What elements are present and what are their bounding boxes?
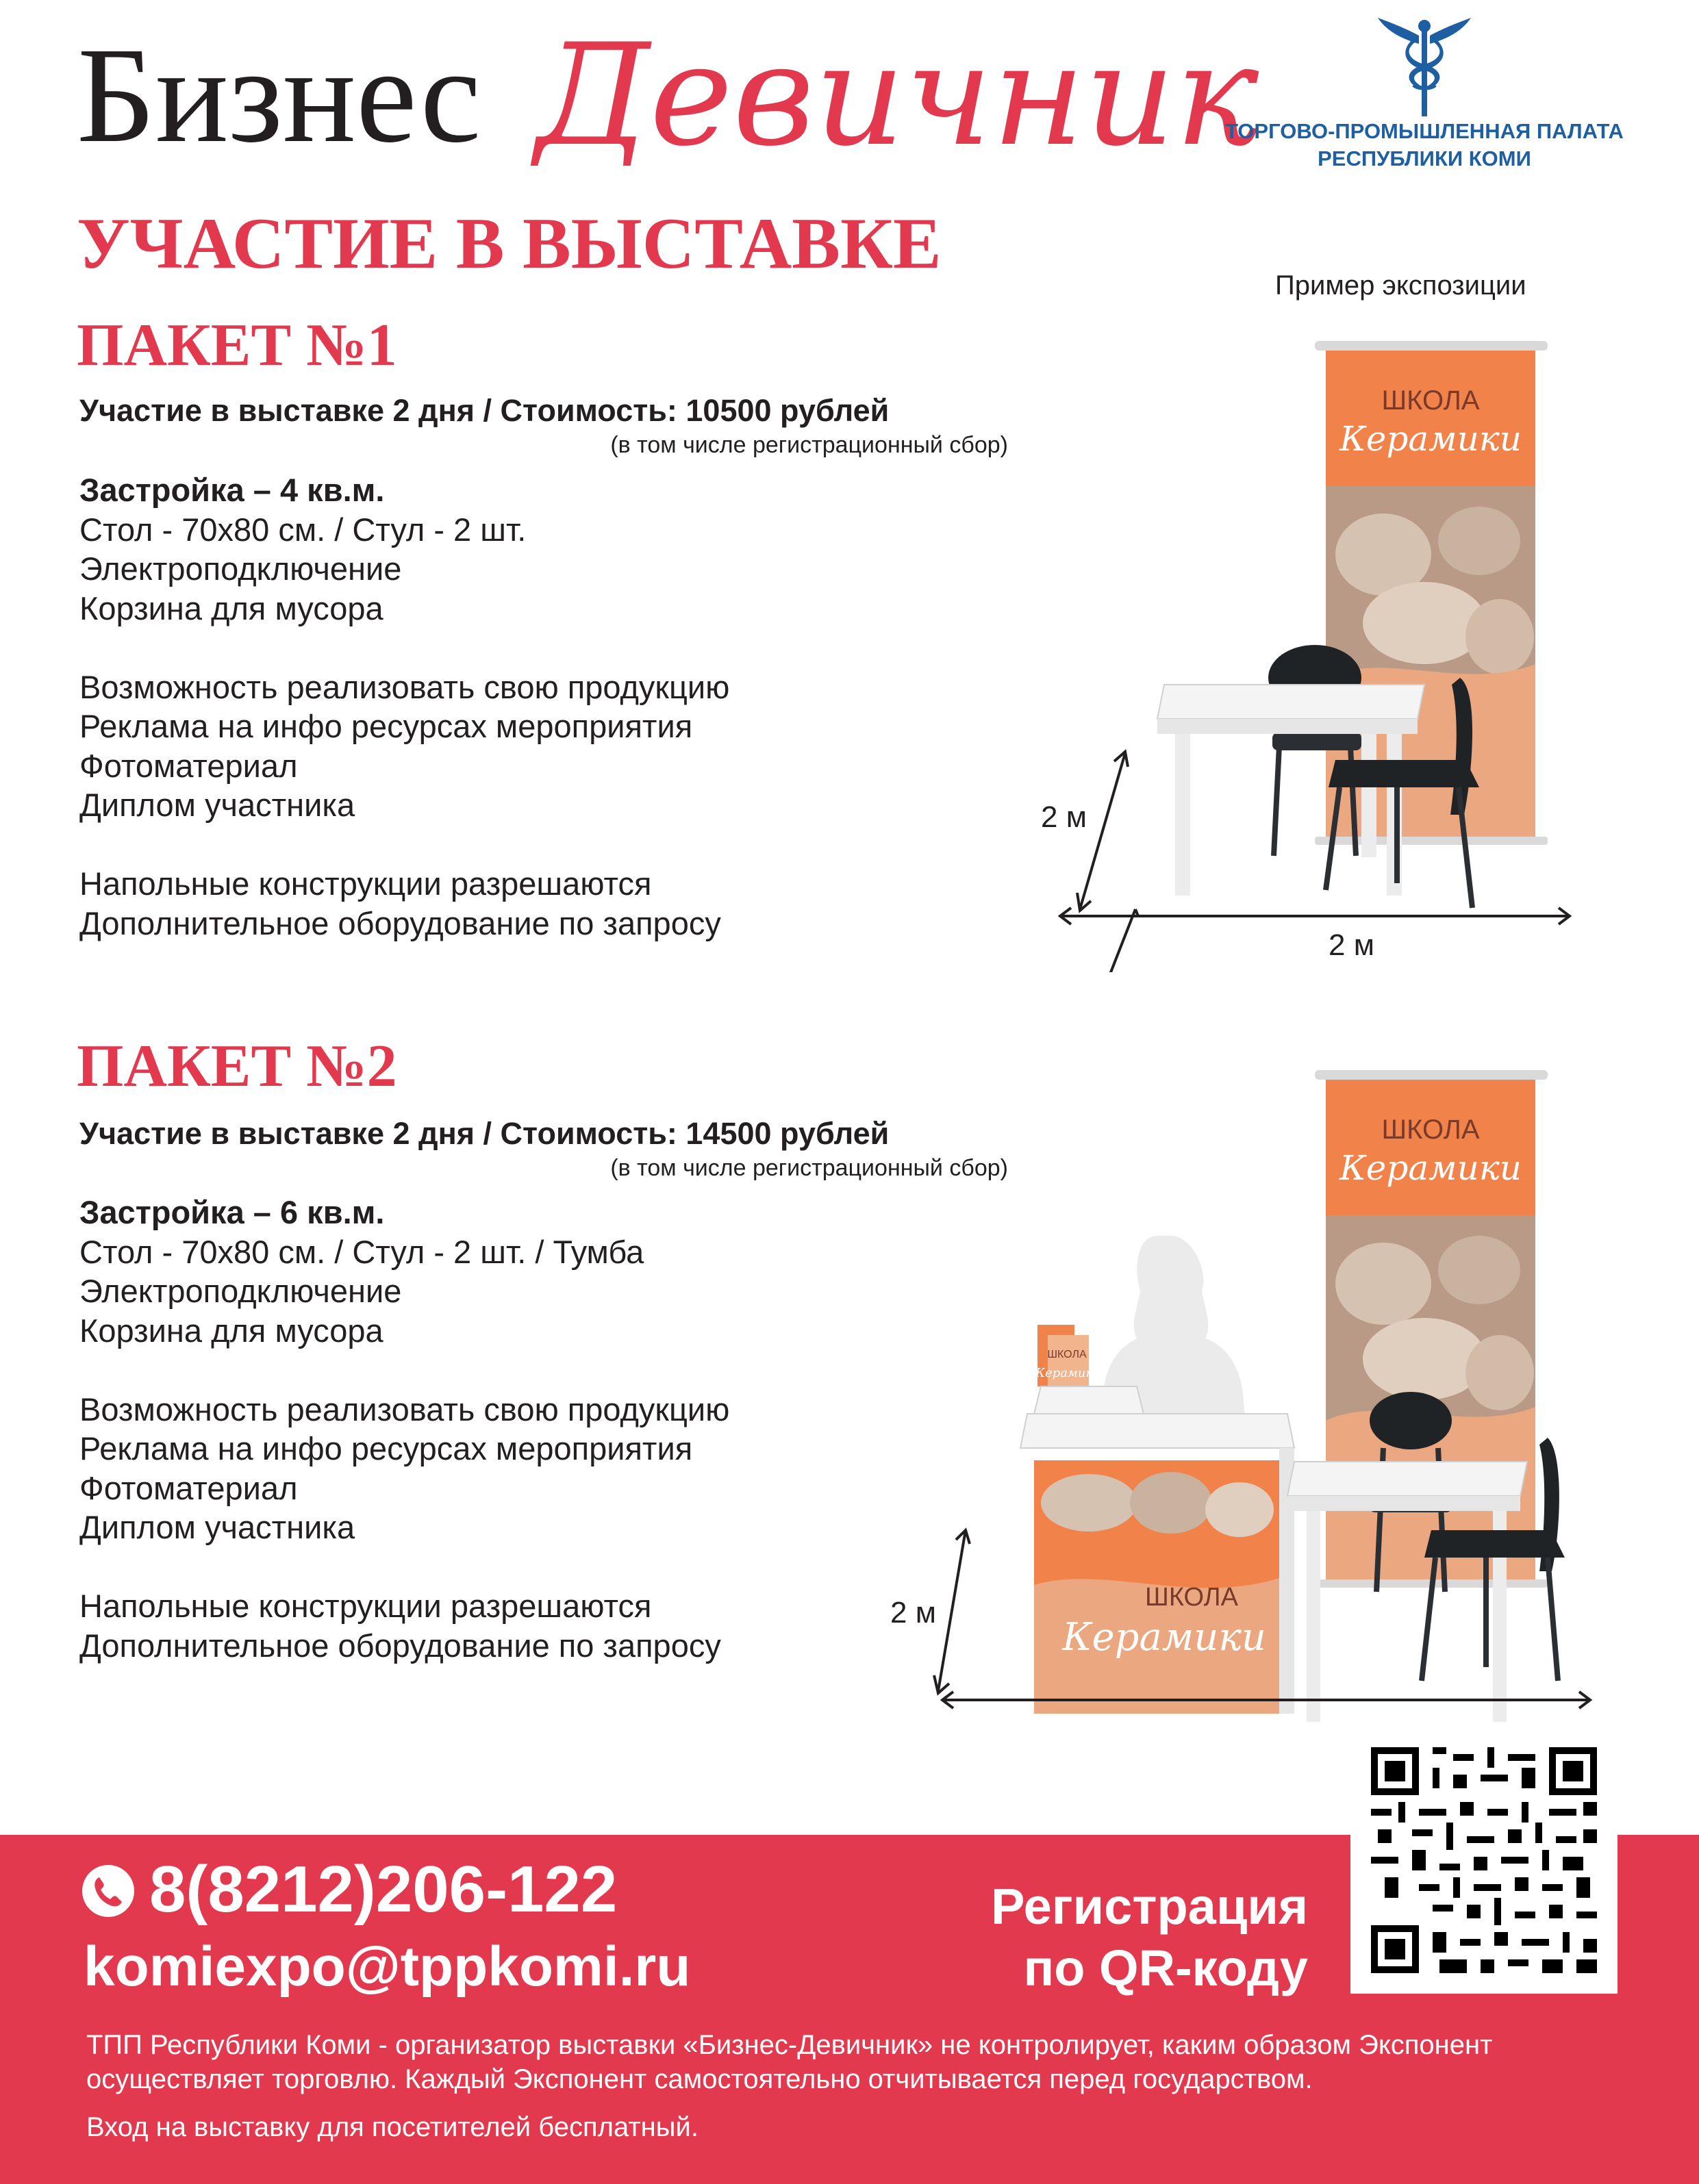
package-1-depth-label: 2 м [1041,800,1087,834]
package-2-details [79,1193,983,1665]
package-1-details [79,470,983,943]
contact-phone[interactable]: 8(8212)206-122 [149,1853,618,1926]
banner-ceramics-label: Керамики [1339,419,1522,459]
svg-text:ШКОЛА: ШКОЛА [1047,1349,1087,1360]
package-2-fee-note: (в том числе регистрационный сбор) [610,1155,1008,1181]
package-1-build: Застройка – 4 кв.м. [79,472,385,508]
list-item: Фотоматериал [79,1469,298,1506]
svg-text:Керамики: Керамики [1062,1615,1266,1660]
event-logo [77,14,1259,178]
list-item: Дополнительное оборудование по запросу [79,1627,721,1664]
chamber-name-line1: ТОРГОВО-ПРОМЫШЛЕННАЯ ПАЛАТА [1225,119,1624,143]
logo-word-devichnik: Девичник [536,14,1259,177]
list-item: Диплом участника [79,787,355,823]
counter-tumba [1020,1414,1294,1714]
list-item: Напольные конструкции разрешаются [79,1588,652,1624]
package-1-furniture: Стол - 70х80 см. / Стул - 2 шт. [79,511,527,548]
logo-word-business: Бизнес [77,20,481,171]
package-2-title: ПАКЕТ №2 [77,1033,397,1100]
list-item: Электроподключение [79,1273,402,1309]
registration-cta [931,1876,1308,1999]
list-item: Реклама на инфо ресурсах мероприятия [79,1430,693,1466]
disclaimer-text [86,2028,1634,2096]
list-item: Напольные конструкции разрешаются [79,865,652,902]
exhibit-example-label: Пример экспозиции [1275,270,1526,301]
contact-email[interactable]: komiexpo@tppkomi.ru [84,1935,691,1998]
dimension-arrows [1060,908,1570,972]
banner-school-label: ШКОЛА [1381,385,1480,416]
list-item: Возможность реализовать свою продукцию [79,1391,730,1427]
svg-text:Керамики: Керамики [1035,1366,1101,1380]
banner-top-bar [1315,1070,1548,1080]
package-1-fee-note: (в том числе регистрационный сбор) [610,432,1008,458]
list-item: Фотоматериал [79,747,298,784]
package-1-title: ПАКЕТ №1 [77,312,397,379]
banner-school-label: ШКОЛА [1381,1115,1480,1145]
qr-code-icon [1350,1727,1618,1994]
phone-icon [81,1864,136,1918]
package-1-price: Участие в выставке 2 дня / Стоимость: 10500 рублей [79,393,890,428]
list-item: Корзина для мусора [79,589,383,626]
page-title: УЧАСТИЕ В ВЫСТАВКЕ [77,203,942,283]
package-1-width-label: 2 м [1329,928,1374,962]
list-item: Корзина для мусора [79,1312,383,1349]
package-2-furniture: Стол - 70х80 см. / Стул - 2 шт. / Тумба [79,1233,644,1270]
caduceus-icon [1376,15,1472,118]
table [1287,1462,1527,1722]
list-item: Дополнительное оборудование по запросу [79,904,721,941]
banner-base [1315,837,1548,845]
registration-line1: Регистрация [991,1878,1308,1935]
package-2-build: Застройка – 6 кв.м. [79,1194,385,1230]
list-item: Возможность реализовать свою продукцию [79,668,730,705]
disclaimer-line2: осуществляет торговлю. Каждый Экспонент самостоятельно отчитывается перед государством. [86,2064,1313,2094]
banner-top-bar [1315,341,1548,351]
svg-text:ШКОЛА: ШКОЛА [1145,1583,1238,1612]
chamber-of-commerce-name [1205,118,1644,173]
booth-illustration-package-2 [931,1065,1616,1722]
registration-qr-code[interactable] [1350,1727,1618,1994]
list-item: Диплом участника [79,1509,355,1545]
free-entry-note: Вход на выставку для посетителей бесплатный. [86,2112,699,2142]
list-item: Электроподключение [79,550,402,587]
list-item: Реклама на инфо ресурсах мероприятия [79,708,693,744]
package-2-depth-label: 2 м [890,1596,936,1629]
banner-ceramics-label: Керамики [1339,1148,1522,1188]
registration-line2: по QR-коду [1023,1940,1308,1996]
disclaimer-line1: ТПП Республики Коми - организатор выставки «Бизнес-Девичник» не контролирует, каким образом Экспонент [86,2030,1493,2060]
package-2-price: Участие в выставке 2 дня / Стоимость: 14500 рублей [79,1116,890,1151]
chamber-name-line2: РЕСПУБЛИКИ КОМИ [1318,147,1531,170]
